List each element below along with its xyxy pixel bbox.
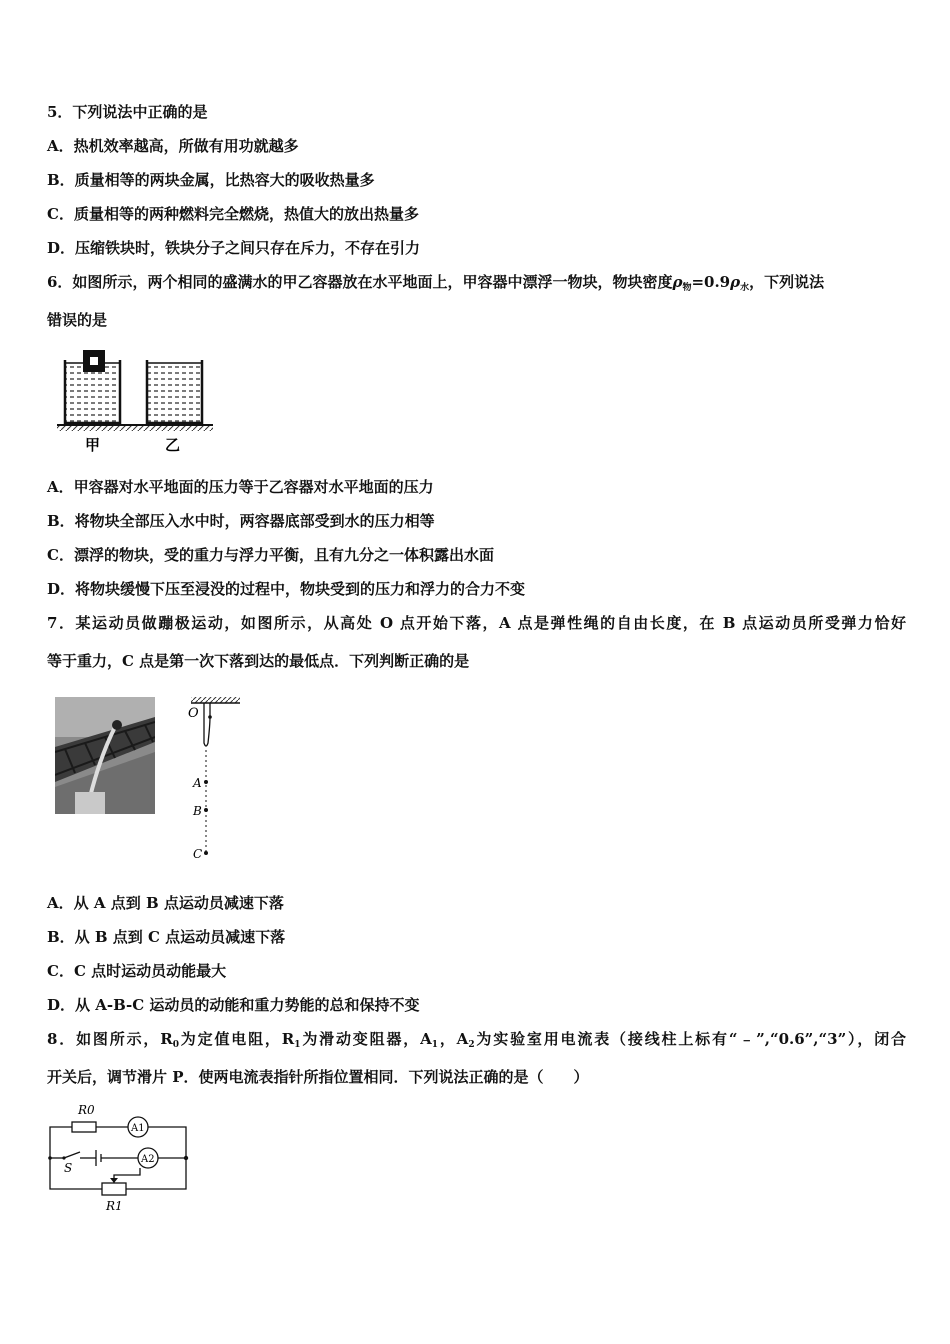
slider-p [114, 1168, 140, 1183]
point-c [204, 851, 208, 855]
q6-option-a: A．甲容器对水平地面的压力等于乙容器对水平地面的压力 [47, 478, 434, 496]
q8-stem-line2: 开关后，调节滑片 P．使两电流表指针所指位置相同．下列说法正确的是（ ） [47, 1068, 589, 1086]
platform-hatch [191, 697, 240, 703]
label-a2: A2 [141, 1154, 155, 1165]
q6-containers-figure [55, 346, 220, 458]
rheostat-r1 [102, 1183, 126, 1195]
bungee-diagram [188, 695, 243, 865]
q5-stem: 5．下列说法中正确的是 [47, 103, 208, 121]
point-a [204, 780, 208, 784]
q5-option-d: D．压缩铁块时，铁块分子之间只存在斥力，不存在引力 [47, 239, 421, 257]
q6-option-d: D．将物块缓慢下压至浸没的过程中，物块受到的压力和浮力的合力不变 [47, 580, 526, 598]
q6-stem-line2: 错误的是 [47, 311, 108, 329]
label-o: O [188, 706, 199, 721]
q7-option-b: B．从 B 点到 C 点运动员减速下落 [47, 928, 286, 946]
bungee-cord [204, 703, 210, 746]
resistor-r0 [72, 1122, 96, 1132]
bungee-photo [55, 697, 155, 814]
rho-symbol: ρ [730, 273, 741, 291]
label-a: A [193, 776, 202, 790]
label-r0: R0 [78, 1103, 95, 1117]
label-a1: A1 [131, 1123, 145, 1134]
label-s: S [64, 1161, 73, 1175]
container-jia [65, 350, 120, 423]
q6-option-c: C．漂浮的物块，受的重力与浮力平衡，且有九分之一体积露出水面 [47, 546, 494, 564]
q7-stem-line1: 7．某运动员做蹦极运动，如图所示，从高处 O 点开始下落，A 点是弹性绳的自由长度，在 B 点运动员所受弹力恰好 [47, 614, 906, 632]
rho-symbol: ρ [672, 273, 683, 291]
q7-option-a: A．从 A 点到 B 点运动员减速下落 [47, 894, 284, 912]
q7-option-d: D．从 A-B-C 运动员的动能和重力势能的总和保持不变 [47, 996, 420, 1014]
switch-s [64, 1152, 80, 1158]
label-jia: 甲 [85, 436, 101, 454]
ground-hatch [57, 426, 213, 431]
q7-option-c: C．C 点时运动员动能最大 [47, 962, 227, 980]
label-r1: R1 [106, 1199, 123, 1213]
label-yi: 乙 [165, 436, 181, 454]
label-b: B [193, 804, 202, 818]
label-c: C [193, 847, 203, 861]
container-yi [147, 360, 202, 423]
point-b [204, 808, 208, 812]
q8-stem-line1: 8．如图所示，$R_0$为定值电阻，$R_1$为滑动变阻器，$A_1$，$A_2$为实验室用电流表（接线柱上标有“﹣”,“0.6”,“3”），闭合 [47, 1030, 907, 1050]
q6-option-b: B．将物块全部压入水中时，两容器底部受到水的压力相等 [47, 512, 435, 530]
q5-option-b: B．质量相等的两块金属，比热容大的吸收热量多 [47, 171, 375, 189]
q7-stem-line2: 等于重力，C 点是第一次下落到达的最低点．下列判断正确的是 [47, 652, 470, 670]
q8-circuit-diagram [40, 1100, 200, 1215]
q6-stem: 6．如图所示，两个相同的盛满水的甲乙容器放在水平地面上，甲容器中漂浮一物块，物块密度$\rho_物=0.9\rho_水$，下列说法 [47, 273, 825, 293]
q5-option-c: C．质量相等的两种燃料完全燃烧，热值大的放出热量多 [47, 205, 419, 223]
q5-option-a: A．热机效率越高，所做有用功就越多 [47, 137, 299, 155]
